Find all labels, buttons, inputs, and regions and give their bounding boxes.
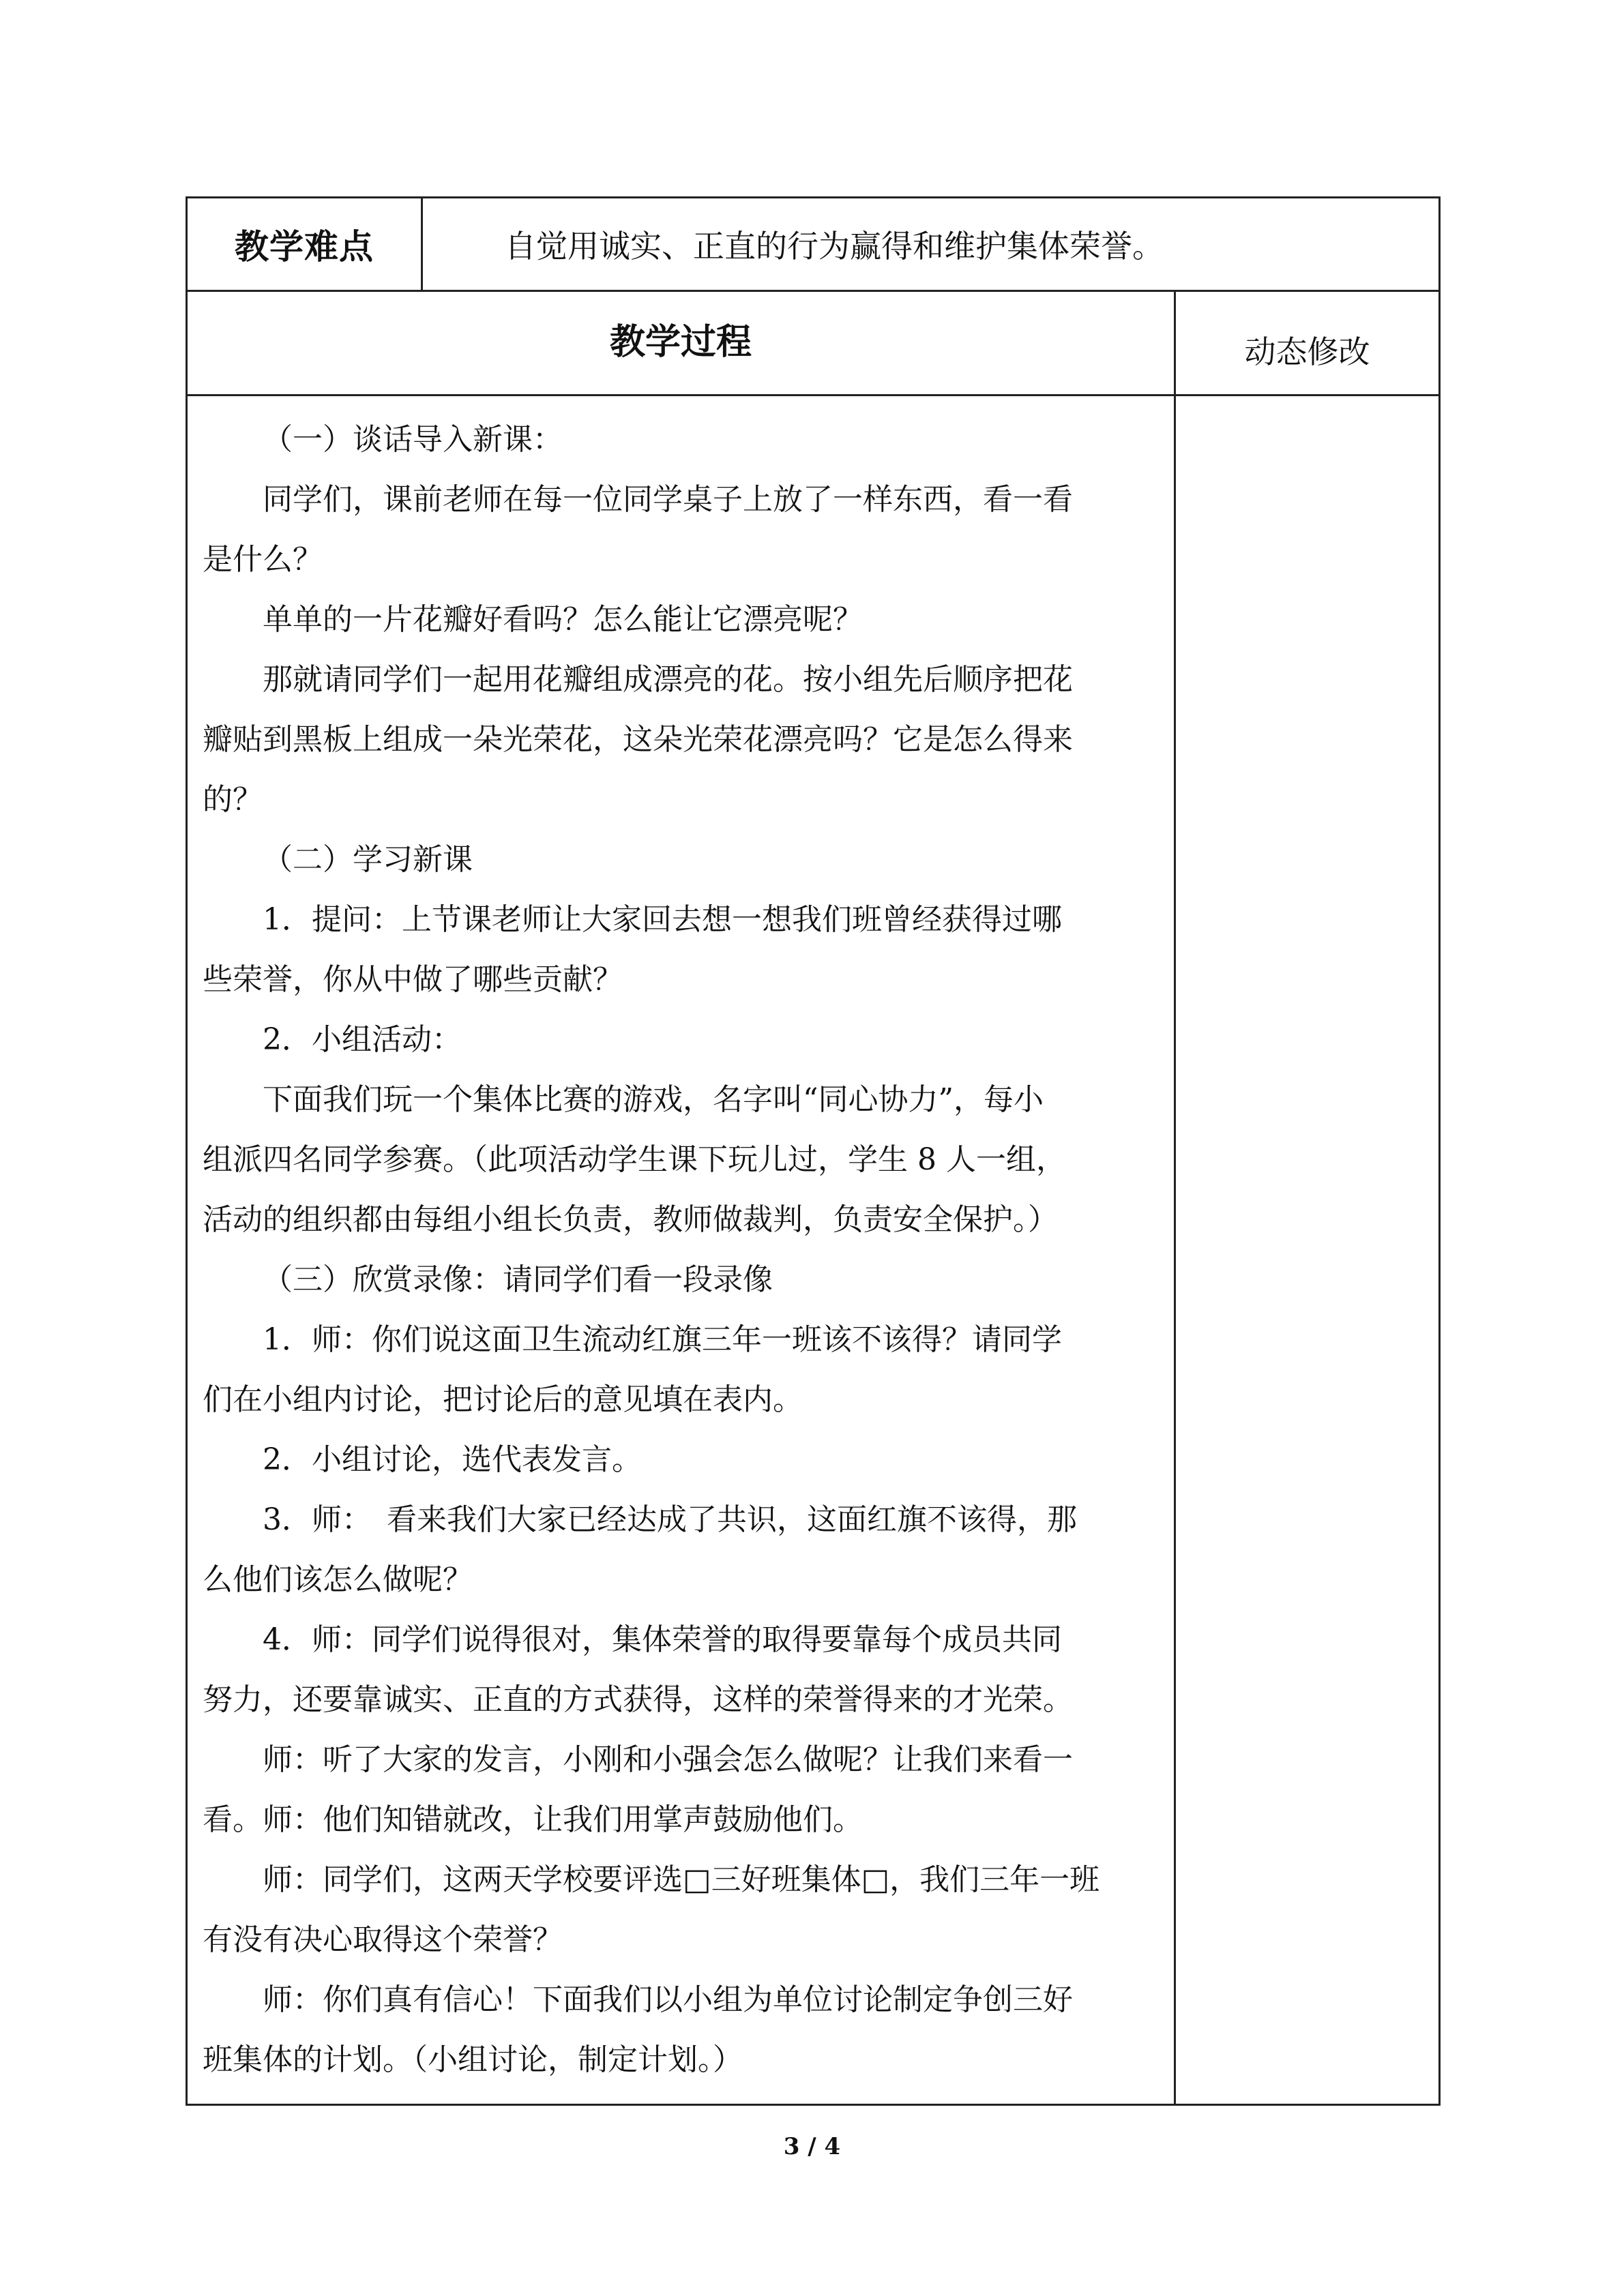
- section-new-lesson-heading: （二）学习新课: [263, 842, 473, 877]
- process-title: 教学过程: [187, 291, 1175, 396]
- text-line: 师：你们真有信心！下面我们以小组为单位讨论制定争创三好: [263, 1982, 1073, 2017]
- lesson-plan-table: [186, 196, 1441, 2106]
- text-line: 1．提问：上节课老师让大家回去想一想我们班曾经获得过哪: [263, 902, 1062, 937]
- text-line: 瓣贴到黑板上组成一朵光荣花，这朵光荣花漂亮吗？它是怎么得来: [203, 722, 1073, 757]
- text-line: 是什么？: [203, 542, 323, 577]
- text-line: 师：听了大家的发言，小刚和小强会怎么做呢？让我们来看一: [263, 1742, 1073, 1777]
- text-line: 3．师： 看来我们大家已经达成了共识，这面红旗不该得，那: [263, 1502, 1077, 1537]
- text-line: 些荣誉，你从中做了哪些贡献？: [203, 962, 623, 997]
- text-line: 活动的组织都由每组小组长负责，教师做裁判，负责安全保护。）: [203, 1202, 1058, 1237]
- text-line: 师：同学们，这两天学校要评选□三好班集体□，我们三年一班: [263, 1862, 1100, 1897]
- difficulty-row: [187, 198, 1440, 291]
- text-line: 有没有决心取得这个荣誉？: [203, 1922, 563, 1957]
- text-line: 的？: [203, 782, 263, 817]
- text-line: 4．师：同学们说得很对，集体荣誉的取得要靠每个成员共同: [263, 1622, 1062, 1657]
- revise-title: 动态修改: [1175, 291, 1440, 396]
- text-line: 单单的一片花瓣好看吗？怎么能让它漂亮呢？: [263, 602, 863, 637]
- text-line: 们在小组内讨论，把讨论后的意见填在表内。: [203, 1382, 803, 1417]
- text-line: 看。师：他们知错就改，让我们用掌声鼓励他们。: [203, 1802, 863, 1837]
- text-line: 组派四名同学参赛。（此项活动学生课下玩儿过，学生 8 人一组，: [203, 1142, 1066, 1177]
- text-line: 1．师：你们说这面卫生流动红旗三年一班该不该得？请同学: [263, 1322, 1062, 1357]
- process-header-row: [187, 291, 1440, 396]
- text-line: 么他们该怎么做呢？: [203, 1562, 473, 1597]
- section-video-heading: （三）欣赏录像：请同学们看一段录像: [263, 1262, 773, 1297]
- difficulty-text: 自觉用诚实、正直的行为赢得和维护集体荣誉。: [422, 198, 1440, 291]
- section-intro-heading: （一）谈话导入新课：: [263, 422, 563, 457]
- text-line: 2．小组讨论，选代表发言。: [263, 1442, 642, 1477]
- text-line: 努力，还要靠诚实、正直的方式获得，这样的荣誉得来的才光荣。: [203, 1682, 1073, 1717]
- text-line: 下面我们玩一个集体比赛的游戏，名字叫“同心协力”，每小: [263, 1082, 1044, 1117]
- page-number: 3 / 4: [783, 2133, 841, 2160]
- difficulty-label: 教学难点: [187, 198, 422, 291]
- text-line: 2．小组活动：: [263, 1022, 462, 1057]
- text-line: 班集体的计划。（小组讨论，制定计划。）: [203, 2042, 743, 2077]
- process-content: [187, 396, 1175, 2105]
- process-content-row: [187, 396, 1440, 2105]
- text-line: 那就请同学们一起用花瓣组成漂亮的花。按小组先后顺序把花: [263, 662, 1073, 697]
- revise-content: [1175, 396, 1440, 2105]
- text-line: 同学们，课前老师在每一位同学桌子上放了一样东西，看一看: [263, 482, 1073, 517]
